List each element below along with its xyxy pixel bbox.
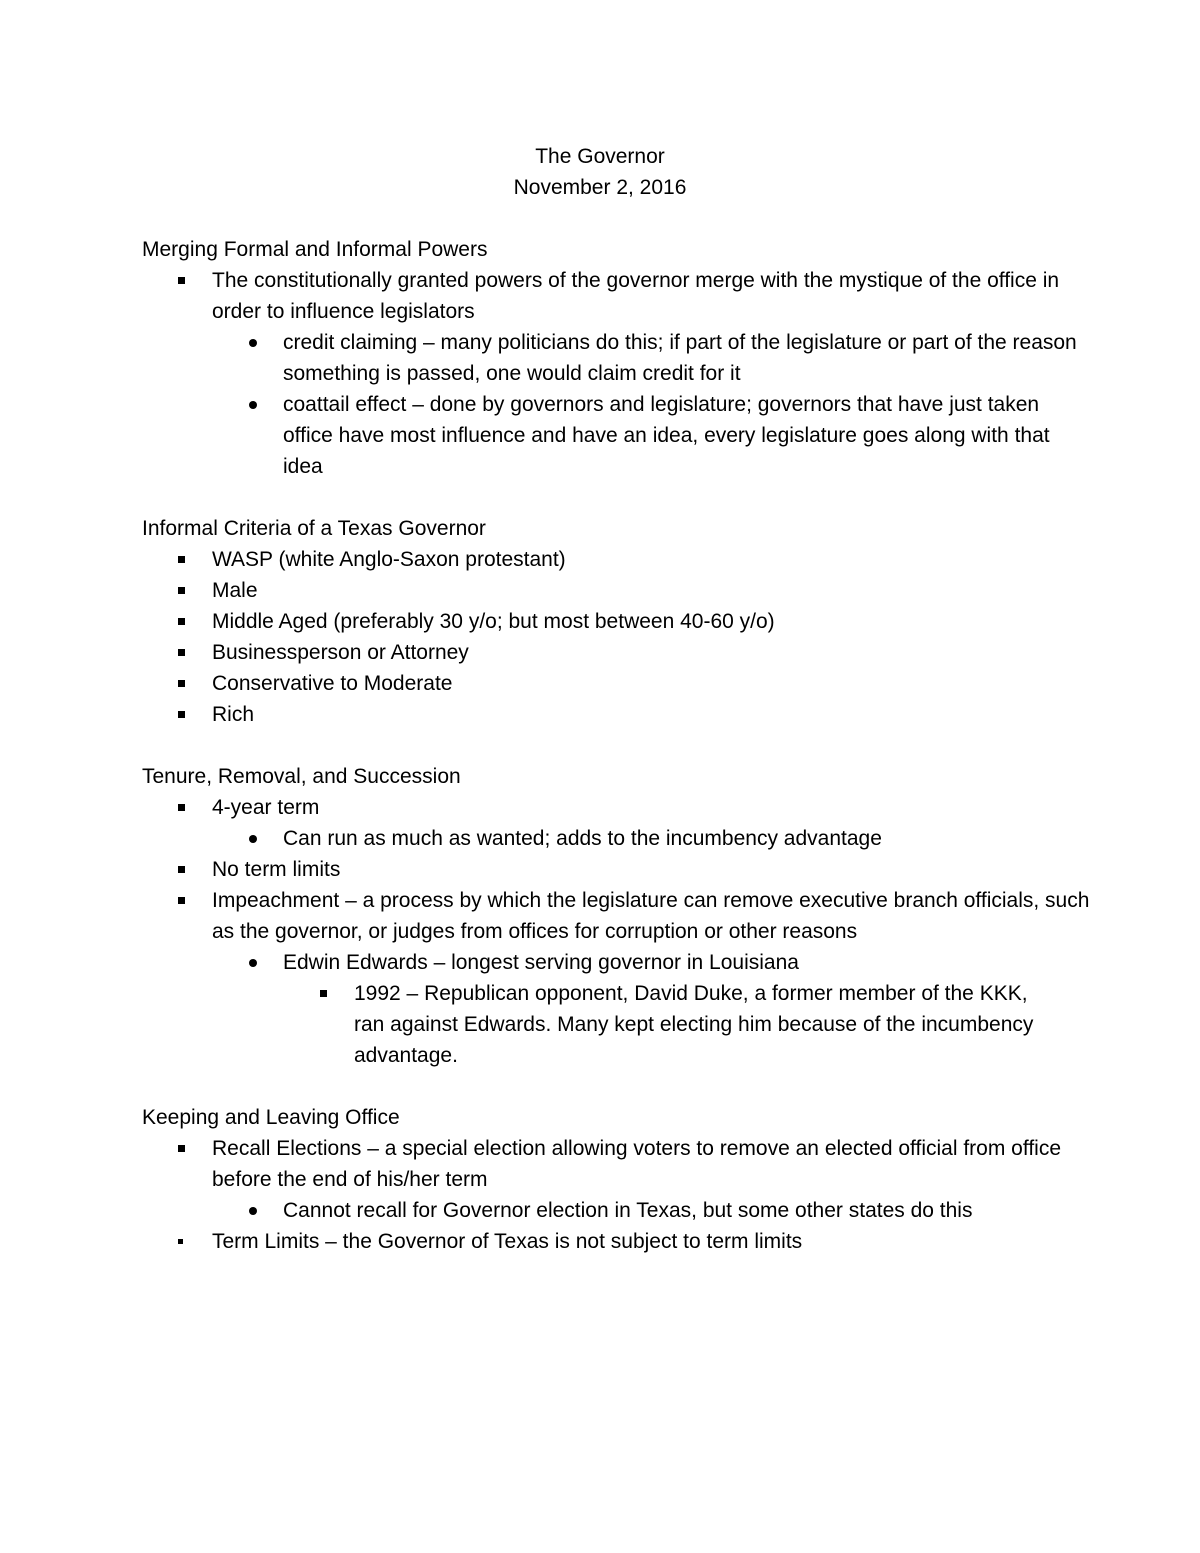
list-item: Term Limits – the Governor of Texas is not subject to term limits (142, 1226, 1102, 1257)
square-bullet-icon (178, 575, 185, 606)
section-heading: Informal Criteria of a Texas Governor (142, 517, 486, 540)
document-title: The Governor (535, 145, 665, 168)
section-keeping-leaving (142, 1102, 1102, 1257)
round-bullet-icon (249, 389, 257, 420)
list-item: No term limits (142, 854, 1102, 885)
square-bullet-icon (178, 544, 185, 575)
section-informal-criteria (142, 513, 1102, 730)
section-heading: Merging Formal and Informal Powers (142, 238, 488, 261)
list-item: 1992 – Republican opponent, David Duke, a former member of the KKK, ran against Edwards. Many kept electing him because of the incumbency advantage. (142, 978, 1102, 1071)
square-bullet-icon (178, 792, 185, 823)
round-bullet-icon (249, 947, 257, 978)
list-item: Conservative to Moderate (142, 668, 1102, 699)
list-item: credit claiming – many politicians do this; if part of the legislature or part of the reason something is passed, one would claim credit for it (142, 327, 1102, 389)
list-item: Rich (142, 699, 1102, 730)
square-bullet-icon (178, 1133, 185, 1164)
section-merging-powers (142, 234, 1102, 482)
list-item: Can run as much as wanted; adds to the incumbency advantage (142, 823, 1102, 854)
section-heading: Tenure, Removal, and Succession (142, 765, 461, 788)
list-item: Recall Elections – a special election allowing voters to remove an elected official from office before the end of his/her term (142, 1133, 1102, 1195)
square-bullet-icon (178, 885, 185, 916)
square-bullet-icon (178, 606, 185, 637)
list-item: Middle Aged (preferably 30 y/o; but most between 40-60 y/o) (142, 606, 1102, 637)
square-bullet-icon (178, 637, 185, 668)
square-bullet-icon (178, 854, 185, 885)
list-item: Edwin Edwards – longest serving governor in Louisiana (142, 947, 1102, 978)
list-item: Businessperson or Attorney (142, 637, 1102, 668)
list-item: coattail effect – done by governors and legislature; governors that have just taken office have most influence and have an idea, every legislature goes along with that idea (142, 389, 1102, 482)
list-item: Impeachment – a process by which the legislature can remove executive branch officials, such as the governor, or judges from offices for corruption or other reasons (142, 885, 1102, 947)
round-bullet-icon (249, 1195, 257, 1226)
list-item: The constitutionally granted powers of the governor merge with the mystique of the office in order to influence legislators (142, 265, 1102, 327)
round-bullet-icon (249, 327, 257, 358)
section-tenure-removal (142, 761, 1102, 1071)
list-item: WASP (white Anglo-Saxon protestant) (142, 544, 1102, 575)
section-heading: Keeping and Leaving Office (142, 1106, 400, 1129)
square-bullet-icon (320, 978, 327, 1009)
list-item: 4-year term (142, 792, 1102, 823)
list-item: Male (142, 575, 1102, 606)
square-bullet-icon (178, 265, 185, 296)
square-bullet-icon (178, 668, 185, 699)
list-item: Cannot recall for Governor election in Texas, but some other states do this (142, 1195, 1102, 1226)
small-square-bullet-icon (178, 1226, 183, 1257)
square-bullet-icon (178, 699, 185, 730)
document-date: November 2, 2016 (513, 176, 687, 199)
round-bullet-icon (249, 823, 257, 854)
